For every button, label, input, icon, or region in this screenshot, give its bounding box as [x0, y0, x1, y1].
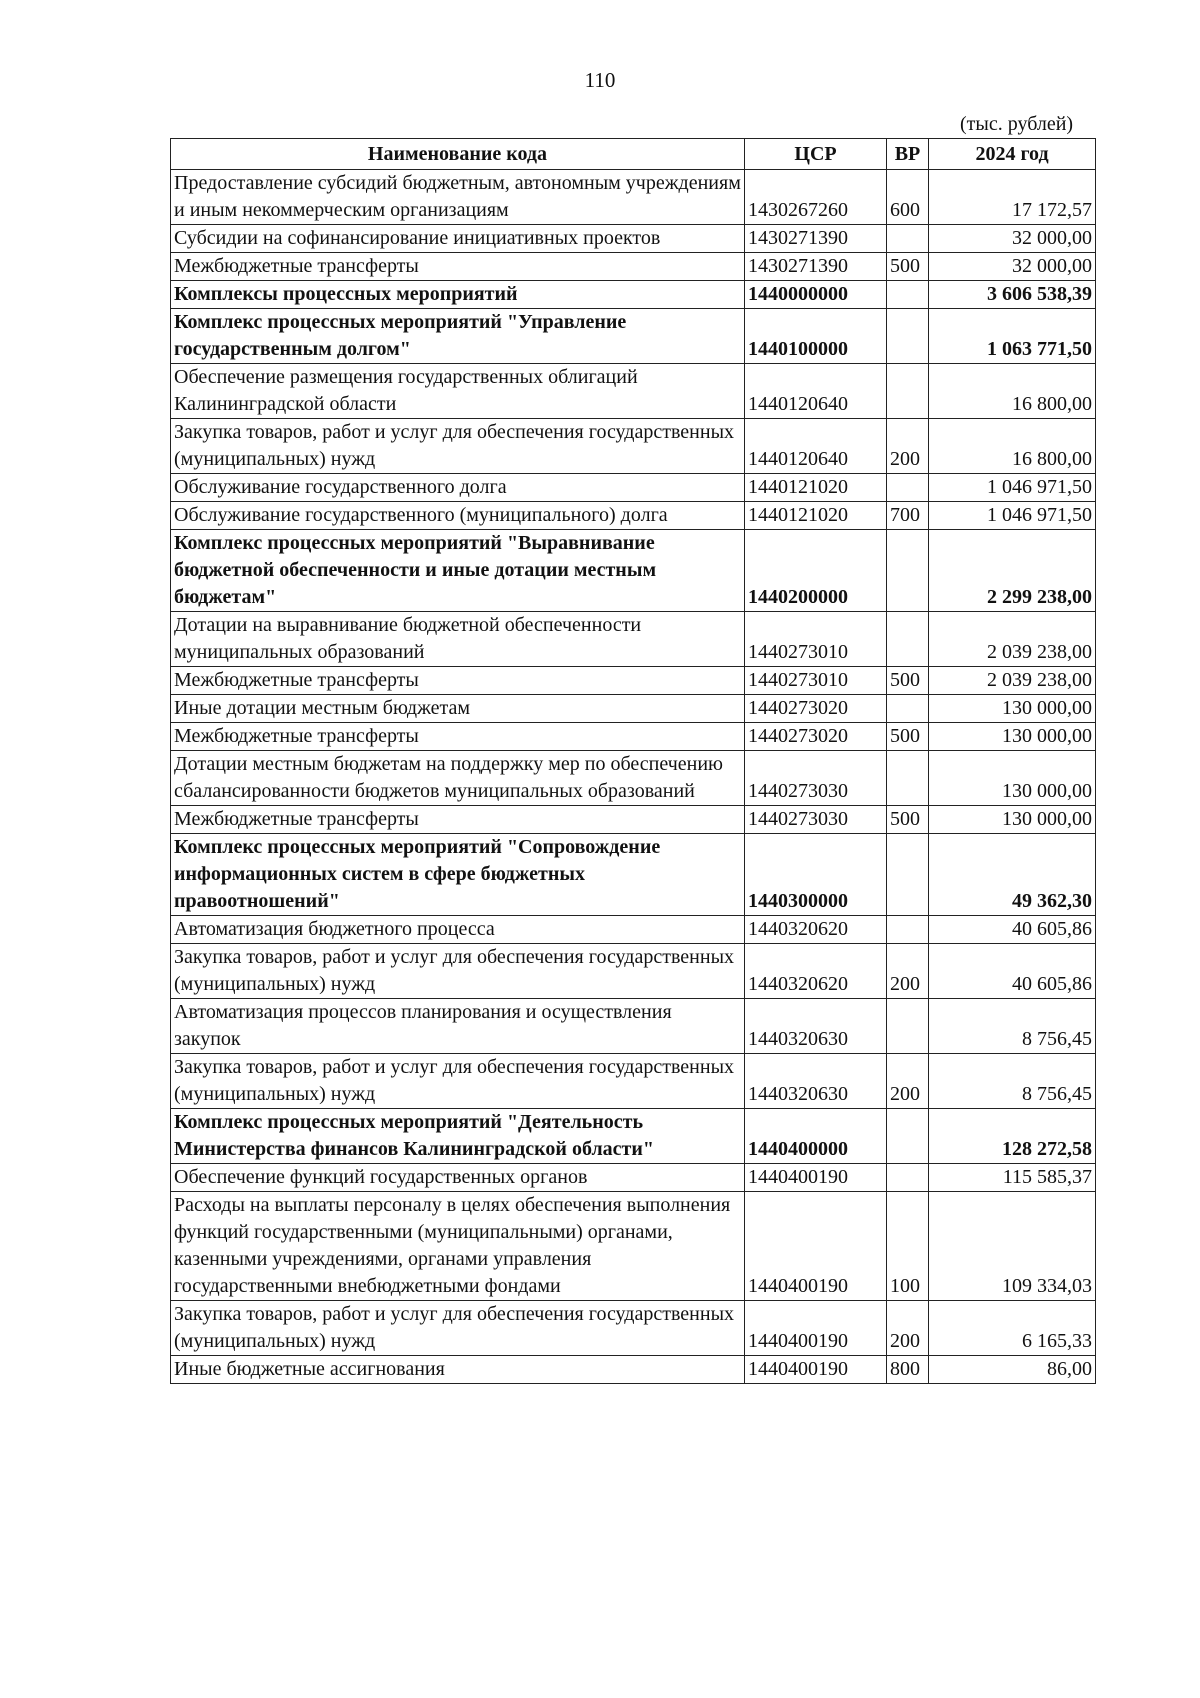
header-sum: 2024 год — [929, 139, 1096, 170]
row-csr-cell: 1440120640 — [745, 419, 887, 474]
row-vr-cell — [887, 834, 929, 916]
row-csr-cell: 1440121020 — [745, 502, 887, 530]
row-sum-cell: 32 000,00 — [929, 225, 1096, 253]
table-row — [171, 612, 1096, 667]
row-vr-cell: 600 — [887, 170, 929, 225]
row-name-cell: Дотации местным бюджетам на поддержку мер по обеспечению сбалансированности бюджетов муниципальных образований — [171, 751, 745, 806]
units-label: (тыс. рублей) — [960, 113, 1074, 135]
row-vr-cell — [887, 695, 929, 723]
row-name-cell: Предоставление субсидий бюджетным, автономным учреждениям и иным некоммерческим организациям — [171, 170, 745, 225]
row-name-cell: Закупка товаров, работ и услуг для обеспечения государственных (муниципальных) нужд — [171, 1301, 745, 1356]
row-csr-cell: 1440120640 — [745, 364, 887, 419]
row-vr-cell — [887, 474, 929, 502]
row-sum-cell: 40 605,86 — [929, 916, 1096, 944]
table-row — [171, 170, 1096, 225]
row-name-cell: Расходы на выплаты персоналу в целях обеспечения выполнения функций государственными (муниципальными) органами, казенными учреждениями, органами управления государственными внебюджетными фондами — [171, 1192, 745, 1301]
row-vr-cell — [887, 530, 929, 612]
row-csr-cell: 1440400190 — [745, 1164, 887, 1192]
row-csr-cell: 1440273010 — [745, 612, 887, 667]
row-name-cell: Закупка товаров, работ и услуг для обеспечения государственных (муниципальных) нужд — [171, 419, 745, 474]
row-csr-cell: 1440400190 — [745, 1192, 887, 1301]
row-csr-cell: 1440273020 — [745, 723, 887, 751]
row-name-cell: Межбюджетные трансферты — [171, 667, 745, 695]
row-csr-cell: 1440273030 — [745, 751, 887, 806]
row-csr-cell: 1440273030 — [745, 806, 887, 834]
row-sum-cell: 16 800,00 — [929, 364, 1096, 419]
table-row — [171, 225, 1096, 253]
row-csr-cell: 1440400190 — [745, 1301, 887, 1356]
row-csr-cell: 1440320630 — [745, 999, 887, 1054]
row-sum-cell: 2 039 238,00 — [929, 612, 1096, 667]
row-sum-cell: 2 039 238,00 — [929, 667, 1096, 695]
row-vr-cell: 500 — [887, 253, 929, 281]
row-vr-cell — [887, 916, 929, 944]
row-sum-cell: 130 000,00 — [929, 723, 1096, 751]
row-sum-cell: 130 000,00 — [929, 751, 1096, 806]
row-name-cell: Комплекс процессных мероприятий "Управление государственным долгом" — [171, 309, 745, 364]
table-row — [171, 834, 1096, 916]
table-row — [171, 530, 1096, 612]
row-sum-cell: 16 800,00 — [929, 419, 1096, 474]
table-row — [171, 1192, 1096, 1301]
row-sum-cell: 17 172,57 — [929, 170, 1096, 225]
row-sum-cell: 1 046 971,50 — [929, 474, 1096, 502]
row-sum-cell: 2 299 238,00 — [929, 530, 1096, 612]
row-name-cell: Иные бюджетные ассигнования — [171, 1356, 745, 1384]
row-name-cell: Обеспечение функций государственных органов — [171, 1164, 745, 1192]
row-vr-cell — [887, 225, 929, 253]
row-name-cell: Дотации на выравнивание бюджетной обеспеченности муниципальных образований — [171, 612, 745, 667]
table-row — [171, 364, 1096, 419]
row-csr-cell: 1440400000 — [745, 1109, 887, 1164]
row-vr-cell: 200 — [887, 419, 929, 474]
table-row — [171, 806, 1096, 834]
row-csr-cell: 1440320620 — [745, 916, 887, 944]
table-row — [171, 944, 1096, 999]
row-name-cell: Межбюджетные трансферты — [171, 723, 745, 751]
page-number: 110 — [584, 68, 616, 92]
row-name-cell: Автоматизация бюджетного процесса — [171, 916, 745, 944]
row-vr-cell — [887, 309, 929, 364]
row-sum-cell: 3 606 538,39 — [929, 281, 1096, 309]
row-vr-cell: 100 — [887, 1192, 929, 1301]
row-csr-cell: 1430271390 — [745, 253, 887, 281]
table-row — [171, 1109, 1096, 1164]
row-csr-cell: 1440320620 — [745, 944, 887, 999]
table-row — [171, 419, 1096, 474]
table-row — [171, 751, 1096, 806]
row-name-cell: Автоматизация процессов планирования и осуществления закупок — [171, 999, 745, 1054]
table-row — [171, 1054, 1096, 1109]
row-sum-cell: 115 585,37 — [929, 1164, 1096, 1192]
row-sum-cell: 1 063 771,50 — [929, 309, 1096, 364]
row-name-cell: Комплексы процессных мероприятий — [171, 281, 745, 309]
row-csr-cell: 1440273020 — [745, 695, 887, 723]
table-row — [171, 474, 1096, 502]
header-vr: ВР — [887, 139, 929, 170]
row-csr-cell: 1430267260 — [745, 170, 887, 225]
budget-table — [170, 138, 1096, 1384]
table-row — [171, 253, 1096, 281]
row-vr-cell — [887, 281, 929, 309]
row-name-cell: Межбюджетные трансферты — [171, 253, 745, 281]
row-vr-cell — [887, 1164, 929, 1192]
table-row — [171, 667, 1096, 695]
row-sum-cell: 1 046 971,50 — [929, 502, 1096, 530]
table-body — [171, 170, 1096, 1384]
row-csr-cell: 1440121020 — [745, 474, 887, 502]
table-row — [171, 1301, 1096, 1356]
table-row — [171, 999, 1096, 1054]
row-name-cell: Обслуживание государственного долга — [171, 474, 745, 502]
header-name: Наименование кода — [171, 139, 745, 170]
row-name-cell: Комплекс процессных мероприятий "Сопровождение информационных систем в сфере бюджетных правоотношений" — [171, 834, 745, 916]
row-vr-cell — [887, 364, 929, 419]
row-vr-cell: 200 — [887, 1301, 929, 1356]
table-row — [171, 723, 1096, 751]
row-csr-cell: 1440273010 — [745, 667, 887, 695]
table-row — [171, 1164, 1096, 1192]
table-row — [171, 1356, 1096, 1384]
row-vr-cell: 500 — [887, 723, 929, 751]
row-vr-cell — [887, 1109, 929, 1164]
row-csr-cell: 1440200000 — [745, 530, 887, 612]
row-sum-cell: 49 362,30 — [929, 834, 1096, 916]
row-name-cell: Закупка товаров, работ и услуг для обеспечения государственных (муниципальных) нужд — [171, 944, 745, 999]
row-csr-cell: 1440400190 — [745, 1356, 887, 1384]
row-csr-cell: 1440300000 — [745, 834, 887, 916]
row-csr-cell: 1440100000 — [745, 309, 887, 364]
row-sum-cell: 8 756,45 — [929, 1054, 1096, 1109]
row-vr-cell — [887, 999, 929, 1054]
table-row — [171, 309, 1096, 364]
row-vr-cell: 700 — [887, 502, 929, 530]
row-vr-cell — [887, 751, 929, 806]
table-row — [171, 281, 1096, 309]
table-row — [171, 695, 1096, 723]
row-sum-cell: 109 334,03 — [929, 1192, 1096, 1301]
header-csr: ЦСР — [745, 139, 887, 170]
row-csr-cell: 1440000000 — [745, 281, 887, 309]
row-name-cell: Иные дотации местным бюджетам — [171, 695, 745, 723]
row-name-cell: Закупка товаров, работ и услуг для обеспечения государственных (муниципальных) нужд — [171, 1054, 745, 1109]
table-row — [171, 502, 1096, 530]
row-vr-cell: 500 — [887, 806, 929, 834]
row-vr-cell: 200 — [887, 944, 929, 999]
row-vr-cell: 800 — [887, 1356, 929, 1384]
row-csr-cell: 1440320630 — [745, 1054, 887, 1109]
row-name-cell: Субсидии на софинансирование инициативных проектов — [171, 225, 745, 253]
row-sum-cell: 128 272,58 — [929, 1109, 1096, 1164]
row-sum-cell: 6 165,33 — [929, 1301, 1096, 1356]
table-header-row — [171, 139, 1096, 170]
row-vr-cell: 500 — [887, 667, 929, 695]
row-name-cell: Комплекс процессных мероприятий "Деятельность Министерства финансов Калининградской области" — [171, 1109, 745, 1164]
table-row — [171, 916, 1096, 944]
row-csr-cell: 1430271390 — [745, 225, 887, 253]
row-name-cell: Межбюджетные трансферты — [171, 806, 745, 834]
row-vr-cell: 200 — [887, 1054, 929, 1109]
row-name-cell: Комплекс процессных мероприятий "Выравнивание бюджетной обеспеченности и иные дотации местным бюджетам" — [171, 530, 745, 612]
row-sum-cell: 86,00 — [929, 1356, 1096, 1384]
row-sum-cell: 130 000,00 — [929, 695, 1096, 723]
row-name-cell: Обеспечение размещения государственных облигаций Калининградской области — [171, 364, 745, 419]
row-sum-cell: 40 605,86 — [929, 944, 1096, 999]
row-sum-cell: 32 000,00 — [929, 253, 1096, 281]
row-vr-cell — [887, 612, 929, 667]
row-sum-cell: 130 000,00 — [929, 806, 1096, 834]
row-name-cell: Обслуживание государственного (муниципального) долга — [171, 502, 745, 530]
row-sum-cell: 8 756,45 — [929, 999, 1096, 1054]
